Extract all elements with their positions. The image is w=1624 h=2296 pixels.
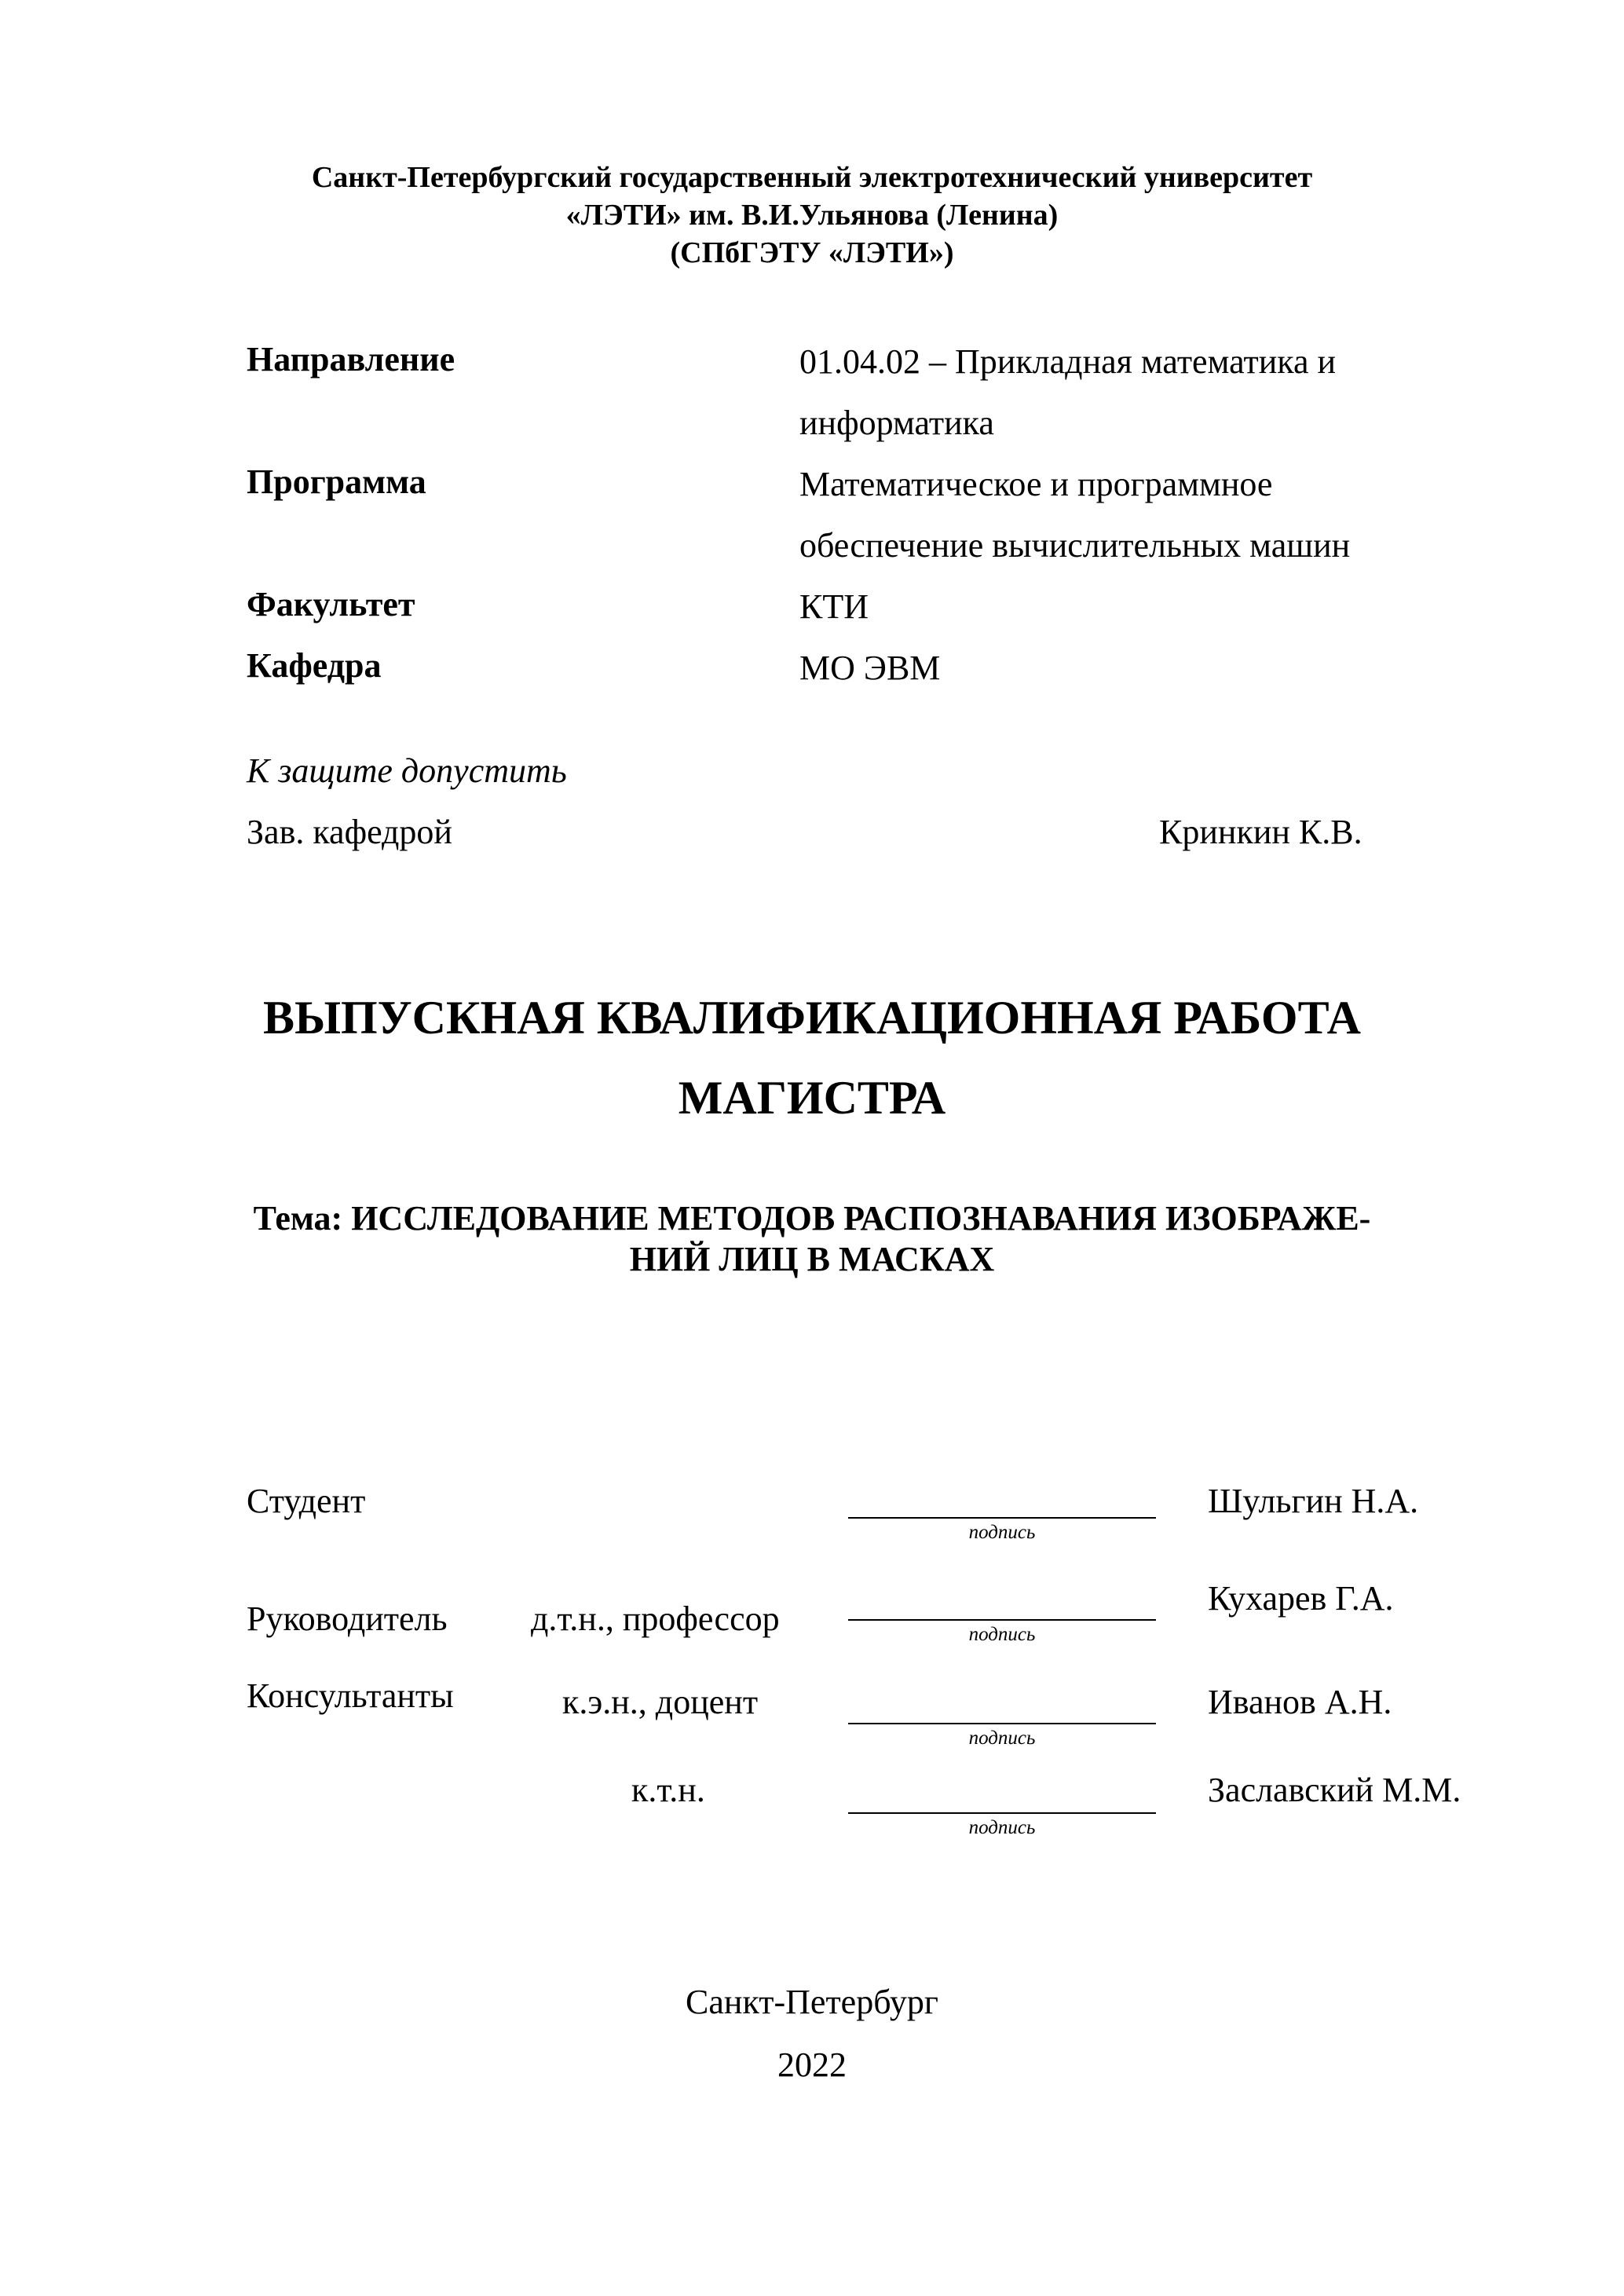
signature-name-consultant-2: Заславский М.М. xyxy=(1208,1771,1461,1809)
info-value-program-line2: обеспечение вычислительных машин xyxy=(799,526,1351,565)
signature-degree-consultant-1: к.э.н., доцент xyxy=(562,1683,759,1721)
signature-role-supervisor: Руководитель xyxy=(247,1600,448,1638)
info-value-program-line1: Математическое и программное xyxy=(799,465,1273,503)
theme-line2: НИЙ ЛИЦ В МАСКАХ xyxy=(629,1240,995,1278)
signature-degree-consultant-2: к.т.н. xyxy=(631,1771,705,1809)
university-abbreviation: (СПбГЭТУ «ЛЭТИ») xyxy=(670,236,954,269)
university-name-line1: Санкт-Петербургский государственный электротехнический университет xyxy=(311,161,1313,194)
info-value-department: МО ЭВМ xyxy=(799,649,941,687)
signature-line-consultant-1 xyxy=(848,1723,1156,1724)
document-title-line2: МАГИСТРА xyxy=(678,1072,946,1124)
signature-role-student: Студент xyxy=(247,1482,366,1520)
signature-line-consultant-2 xyxy=(848,1812,1156,1814)
signature-caption-student: подпись xyxy=(968,1522,1036,1543)
signature-caption-supervisor: подпись xyxy=(968,1624,1036,1645)
info-value-faculty: КТИ xyxy=(799,587,869,626)
info-label-department: Кафедра xyxy=(247,646,382,685)
footer-city: Санкт-Петербург xyxy=(686,1983,938,2021)
info-label-faculty: Факультет xyxy=(247,585,415,623)
signature-name-student: Шульгин Н.А. xyxy=(1208,1482,1419,1520)
university-name-line2: «ЛЭТИ» им. В.И.Ульянова (Ленина) xyxy=(565,199,1059,232)
approval-role: Зав. кафедрой xyxy=(247,813,452,851)
signature-line-supervisor xyxy=(848,1619,1156,1621)
info-value-direction-line1: 01.04.02 – Прикладная математика и xyxy=(799,342,1337,381)
theme-line1: Тема: ИССЛЕДОВАНИЕ МЕТОДОВ РАСПОЗНАВАНИЯ ИЗОБРАЖЕ- xyxy=(253,1199,1371,1238)
document-title-line1: ВЫПУСКНАЯ КВАЛИФИКАЦИОННАЯ РАБОТА xyxy=(263,992,1361,1044)
signature-name-consultant-1: Иванов А.Н. xyxy=(1208,1683,1392,1721)
signature-caption-consultant-2: подпись xyxy=(968,1817,1036,1838)
signature-degree-supervisor: д.т.н., профессор xyxy=(531,1600,780,1638)
signature-name-supervisor: Кухарев Г.А. xyxy=(1208,1579,1394,1618)
signature-role-consultants: Консультанты xyxy=(247,1676,454,1715)
footer-year: 2022 xyxy=(777,2046,847,2084)
approval-name: Кринкин К.В. xyxy=(1159,813,1362,851)
signature-line-student xyxy=(848,1517,1156,1519)
approval-heading: К защите допустить xyxy=(247,751,567,790)
signature-caption-consultant-1: подпись xyxy=(968,1727,1036,1749)
info-label-direction: Направление xyxy=(247,340,455,378)
info-label-program: Программа xyxy=(247,462,426,501)
info-value-direction-line2: информатика xyxy=(799,404,994,442)
